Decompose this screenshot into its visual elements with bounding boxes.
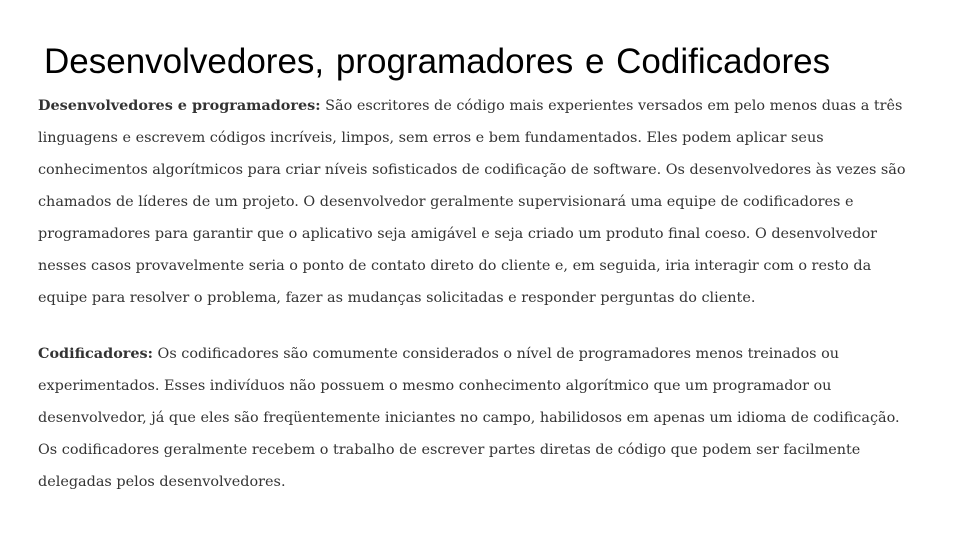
paragraph-developers bbox=[38, 90, 914, 314]
term-developers: Desenvolvedores e programadores: bbox=[38, 97, 321, 114]
slide-title: Desenvolvedores, programadores e Codificadores bbox=[44, 42, 831, 81]
slide-body bbox=[38, 90, 914, 498]
paragraph-coders bbox=[38, 338, 914, 498]
paragraph-coders-text: Os codificadores são comumente considerados o nível de programadores menos treinados ou experimentados. Esses indivíduos não possuem o mesmo conhecimento algorítmico que um programador ou desenvolvedor, já que eles são freqüentemente iniciantes no campo, habilidosos em apenas um idioma de codificação. Os codificadores geralmente recebem o trabalho de escrever partes diretas de código que podem ser facilmente delegadas pelos desenvolvedores. bbox=[38, 346, 900, 490]
paragraph-developers-text: São escritores de código mais experientes versados em pelo menos duas a três linguagens e escrevem códigos incríveis, limpos, sem erros e bem fundamentados. Eles podem aplicar seus conhecimentos algorítmicos para criar níveis sofisticados de codificação de software. Os desenvolvedores às vezes são chamados de líderes de um projeto. O desenvolvedor geralmente supervisionará uma equipe de codificadores e programadores para garantir que o aplicativo seja amigável e seja criado um produto final coeso. O desenvolvedor nesses casos provavelmente seria o ponto de contato direto do cliente e, em seguida, iria interagir com o resto da equipe para resolver o problema, fazer as mudanças solicitadas e responder perguntas do cliente. bbox=[38, 98, 906, 306]
term-coders: Codificadores: bbox=[38, 345, 153, 362]
